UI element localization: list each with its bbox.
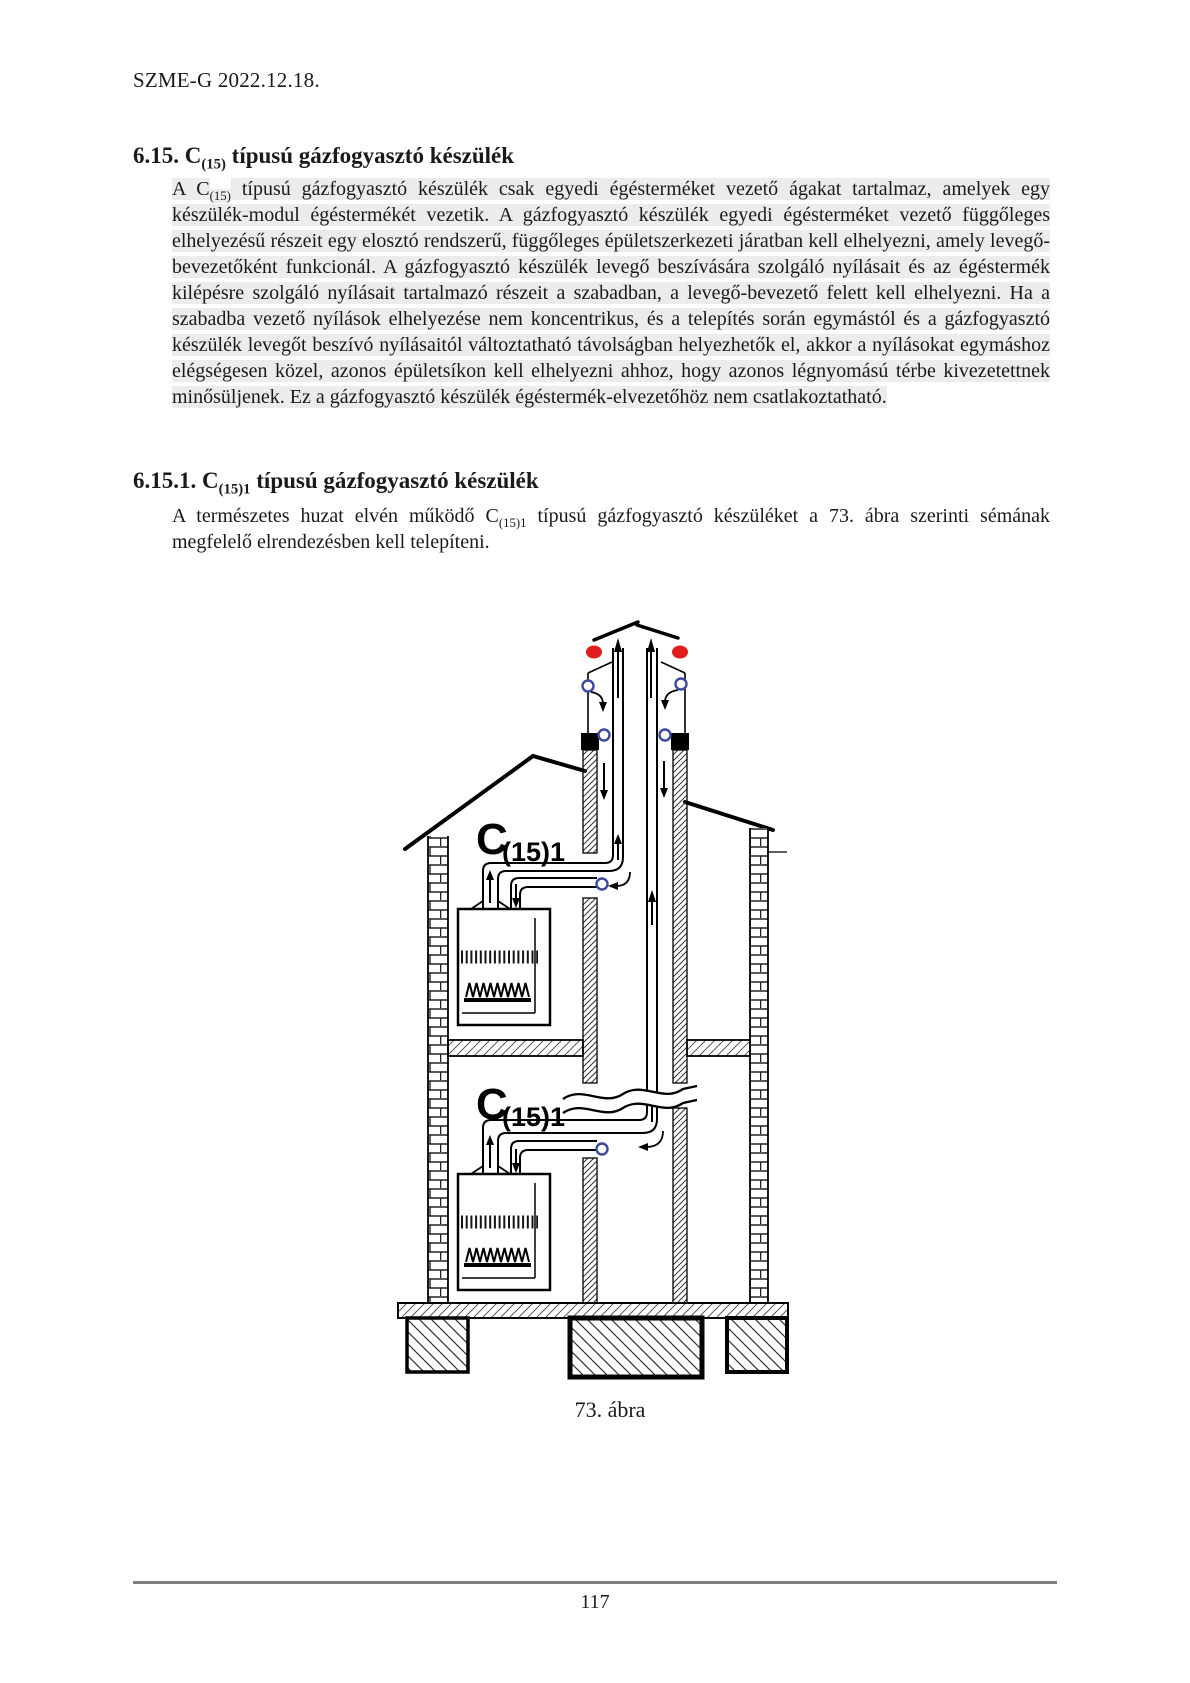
building-cross-section-diagram [390, 600, 790, 1400]
appliance-label-sub: (15)1 [502, 837, 566, 867]
interfloor-slab [448, 1040, 750, 1056]
paragraph-6151: A természetes huzat elvén működő $C_{(15)1}$ típusú gázfogyasztó készüléket a 73. ábra szerinti sémának megfelelő elrendezésben kell telepíteni. [172, 505, 1051, 553]
shaft-cap-left [581, 733, 599, 750]
figure-73-diagram [390, 600, 790, 1400]
shaft-cap-right [671, 733, 689, 750]
section-heading-6151: 6.15.1. $C_{(15)1}$ típusú gázfogyasztó készülék [133, 468, 539, 498]
air-shaft-walls [581, 733, 689, 1303]
flue-gas-up-arrows [614, 638, 656, 1122]
page-number: 117 [580, 1591, 610, 1613]
figure-caption: 73. ábra [574, 1397, 646, 1422]
left-brick-wall [428, 836, 448, 1303]
foundation-footings [407, 1318, 787, 1377]
header-date: SZME-G 2022.12.18. [133, 68, 320, 92]
rooftop-air-duct [588, 662, 685, 733]
flue-outlet-markers [586, 646, 688, 659]
section-heading-615: 6.15. $C_{(15)}$ típusú gázfogyasztó készülék [133, 143, 515, 173]
air-opening-grommet [597, 879, 608, 890]
air-entry-arrow-upper [608, 872, 630, 890]
appliance-label-main: C [476, 815, 508, 864]
chimney-rain-cap [594, 622, 678, 640]
footer-rule [133, 1581, 1057, 1584]
air-inlet-rings-top [583, 679, 687, 741]
right-brick-wall [750, 828, 768, 1303]
paragraph-615-highlighted: A $C_{(15)}$ típusú gázfogyasztó készülék csak egyedi égésterméket vezető ágakat tartalmaz, amelyek egy készülék-modul égéstermékét vezetik. A gázfogyasztó készülék egyedi égésterméket vezető függőleges elhelyezésű részeit egy elosztó rendszerű, függőleges épületszerkezeti járatban kell elhelyezni, amely levegő-bevezetőként funkcionál. A gázfogyasztó készülék levegő beszívására szolgáló nyílásait és az égéstermék kilépésre szolgáló nyílásait tartalmazó részeit a szabadban, a levegő-bevezető felett kell elhelyezni. Ha a szabadba vezető nyílások elhelyezése nem koncentrikus, és a telepítés során egymástól és a gázfogyasztó készülék levegőt beszívó nyílásaitól változtatható távolságban helyezhetők el, akkor a nyílásokat egymáshoz elégségesen közel, azonos épületsíkon kell elhelyezni ahhoz, hogy azonos légnyomású térbe kivezetettnek minősüljenek. Ez a gázfogyasztó készülék égéstermék-elvezetőhöz nem csatlakoztatható. [172, 178, 1050, 408]
air-down-arrows [591, 690, 678, 800]
